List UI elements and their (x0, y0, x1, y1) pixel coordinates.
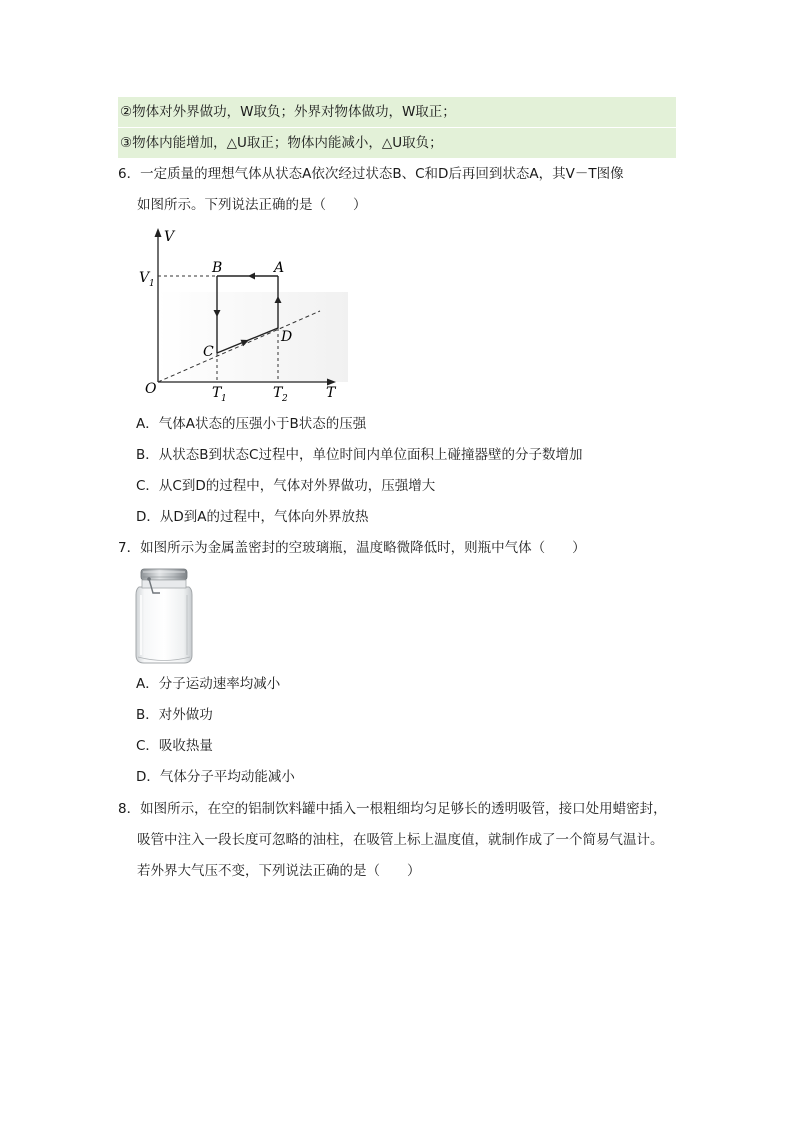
q8-stem-line3: 若外界大气压不变，下列说法正确的是（ ） (137, 863, 421, 879)
q6-option-d: D．从D到A的过程中，气体向外界放热 (136, 509, 369, 525)
glass-jar-image (133, 565, 195, 667)
origin-label: O (145, 381, 157, 397)
q7-option-b: B．对外做功 (136, 707, 213, 723)
point-b-label: B (212, 260, 223, 276)
vt-graph (128, 222, 348, 407)
q6-option-b: B．从状态B到状态C过程中，单位时间内单位面积上碰撞器壁的分子数增加 (136, 447, 583, 463)
v-axis-label: V (164, 229, 175, 245)
t1-subscript: 1 (221, 394, 227, 404)
q7-stem: 7．如图所示为金属盖密封的空玻璃瓶，温度略微降低时，则瓶中气体（ ） (118, 540, 586, 556)
t2-label: T (273, 385, 283, 401)
t-axis-label: T (326, 385, 336, 401)
q7-option-a: A．分子运动速率均减小 (136, 676, 281, 692)
q8-stem-line2: 吸管中注入一段长度可忽略的油柱，在吸管上标上温度值，就制作成了一个简易气温计。 (137, 832, 664, 848)
q7-option-d: D．气体分子平均动能减小 (136, 769, 295, 785)
jar-body (136, 587, 192, 663)
q6-option-c: C．从C到D的过程中，气体对外界做功，压强增大 (136, 478, 436, 494)
t1-label: T (212, 385, 222, 401)
q6-stem-line1: 6．一定质量的理想气体从状态A依次经过状态B、C和D后再回到状态A，其V－T图像 (118, 166, 624, 182)
point-d-label: D (281, 329, 293, 345)
arrow-a-to-b (248, 273, 255, 280)
q7-option-c: C．吸收热量 (136, 738, 213, 754)
point-a-label: A (274, 260, 285, 276)
v-axis-arrow (155, 228, 162, 237)
note-internal-energy-sign: ③物体内能增加，△U取正；物体内能减小，△U取负； (118, 128, 676, 158)
v1-subscript: 1 (149, 279, 155, 289)
q6-stem-line2: 如图所示。下列说法正确的是（ ） (137, 197, 367, 213)
t2-subscript: 2 (282, 394, 288, 404)
v1-label: V (139, 270, 150, 286)
q6-option-a: A．气体A状态的压强小于B状态的压强 (136, 416, 367, 432)
point-c-label: C (203, 344, 214, 360)
q8-stem-line1: 8．如图所示，在空的铝制饮料罐中插入一根粗细均匀足够长的透明吸管，接口处用蜡密封， (118, 801, 667, 817)
jar-neck (142, 580, 186, 588)
note-work-sign: ②物体对外界做功，W取负；外界对物体做功，W取正； (118, 97, 676, 127)
graph-background (158, 292, 348, 382)
